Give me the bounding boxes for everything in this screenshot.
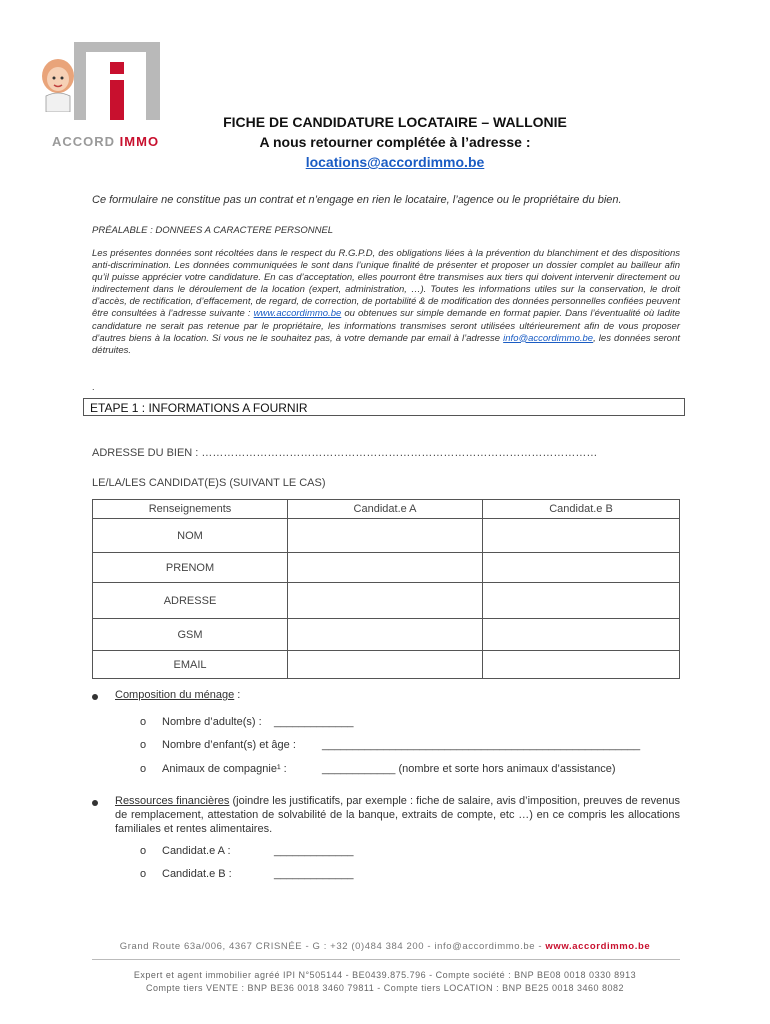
footer-legal-line: Expert et agent immobilier agréé IPI N°505144 - BE0439.875.796 - Compte société : BNP BE08 0018 0330 8913 xyxy=(133,970,637,980)
cell-candidat-b[interactable] xyxy=(483,553,680,583)
email-link[interactable]: locations@accordimmo.be xyxy=(305,154,485,170)
footer-legal-line: Compte tiers VENTE : BNP BE36 0018 3460 79811 - Compte tiers LOCATION : BNP BE25 0018 3460 8082 xyxy=(145,983,625,993)
privacy-paragraph: Les présentes données sont récoltées dans le respect du R.G.P.D, des obligations liées à la prévention du blanchiment et des dispositions anti-discrimination. Les données communiquées le sont dans l’unique finalité de présenter et proposer un dossier complet au bailleur afin qu’il puisse apprécier votre candidature. En cas d’acceptation, elles pourront être transmises aux tiers qui doivent intervenir directement ou indirectement dans le déroulement de la location (expert, administration, …). Toutes les informations utiles sur la conservation, le droit d’accès, de rectification, d’effacement, de regard, de correction, de portabilité & de modification des données personnelles confiées peuvent être consultées à l’adresse suivante : www.accordimmo.be ou obtenues sur simple demande en format papier. Dans l’éventualité où ladite candidature ne serait pas retenue par le propriétaire, les informations transmises seront utilisées ultérieurement afin de vous proposer d’autres biens à la location. Si vous ne le souhaitez pas, à votre demande par email à l’adresse info@accordimmo.be, les données seront détruites. xyxy=(92,248,681,356)
logo-i-stem xyxy=(110,80,124,120)
animaux-field[interactable]: ____________ (nombre et sorte hors animaux d’assistance) xyxy=(322,763,616,775)
trailing-dot: . xyxy=(92,382,95,392)
brand-name: ACCORD IMMO xyxy=(52,134,160,149)
header xyxy=(170,112,620,172)
sub-bullet-icon: o xyxy=(140,763,147,775)
bullet-icon xyxy=(92,800,98,806)
adresse-du-bien-field[interactable]: ADRESSE DU BIEN : ……………………………………………………………………………………………… xyxy=(92,447,598,459)
menage-heading: Composition du ménage : xyxy=(115,689,241,701)
ressources-heading: Ressources financières (joindre les justificatifs, par exemple : fiche de salaire, avis d’imposition, preuves de revenus de remplacement, attestation de solvabilité de la banque, extraits de compte, etc …) en ce compris les allocations familiales et rentes alimentaires. xyxy=(115,795,680,835)
table-header-row xyxy=(93,500,680,519)
info-email-link[interactable]: info@accordimmo.be xyxy=(503,332,594,344)
logo-frame-right xyxy=(146,42,160,120)
page-title: FICHE DE CANDIDATURE LOCATAIRE – WALLONIE xyxy=(223,114,567,130)
brand-accent: IMMO xyxy=(119,134,160,149)
enfants-field[interactable]: ____________________________________________________ xyxy=(322,739,641,751)
table-header: Candidat.e A xyxy=(288,500,483,519)
cell-candidat-b[interactable] xyxy=(483,619,680,651)
sub-bullet-icon: o xyxy=(140,845,147,857)
candidat-b-field[interactable]: _____________ xyxy=(274,868,354,880)
table-row xyxy=(93,619,680,651)
enfants-label: Nombre d’enfant(s) et âge : xyxy=(162,739,296,751)
website-link[interactable]: www.accordimmo.be xyxy=(253,308,342,320)
footer-address: Grand Route 63a/006, 4367 CRISNÉE - G : +32 (0)484 384 200 - info@accordimmo.be - www.accordimmo.be xyxy=(119,941,651,952)
table-header: Renseignements xyxy=(93,500,288,519)
prealable-heading: PRÉALABLE : DONNEES A CARACTERE PERSONNEL xyxy=(92,225,334,236)
footer-divider xyxy=(92,959,680,960)
bullet-icon xyxy=(92,694,98,700)
avatar-icon xyxy=(38,56,78,112)
adultes-label: Nombre d’adulte(s) : xyxy=(162,716,262,728)
adultes-field[interactable]: _____________ xyxy=(274,716,354,728)
candidat-a-label: Candidat.e A : xyxy=(162,845,231,857)
cell-candidat-a[interactable] xyxy=(288,583,483,619)
table-row xyxy=(93,651,680,679)
footer-website-link[interactable]: www.accordimmo.be xyxy=(545,941,651,952)
row-label: PRENOM xyxy=(93,553,288,583)
row-label: EMAIL xyxy=(93,651,288,679)
row-label: ADRESSE xyxy=(93,583,288,619)
footer-legal xyxy=(0,969,770,995)
sub-bullet-icon: o xyxy=(140,739,147,751)
row-label: NOM xyxy=(93,519,288,553)
sub-bullet-icon: o xyxy=(140,716,147,728)
sub-bullet-icon: o xyxy=(140,868,147,880)
candidates-table xyxy=(92,499,680,679)
logo xyxy=(74,42,160,132)
animaux-label: Animaux de compagnie¹ : xyxy=(162,763,287,775)
table-row xyxy=(93,553,680,583)
cell-candidat-b[interactable] xyxy=(483,519,680,553)
page-subtitle: A nous retourner complétée à l’adresse : xyxy=(259,134,531,150)
table-header: Candidat.e B xyxy=(483,500,680,519)
table-row xyxy=(93,519,680,553)
logo-i-dot xyxy=(110,62,124,74)
cell-candidat-a[interactable] xyxy=(288,619,483,651)
cell-candidat-a[interactable] xyxy=(288,519,483,553)
table-row xyxy=(93,583,680,619)
cell-candidat-b[interactable] xyxy=(483,583,680,619)
row-label: GSM xyxy=(93,619,288,651)
candidat-b-label: Candidat.e B : xyxy=(162,868,232,880)
candidat-a-field[interactable]: _____________ xyxy=(274,845,354,857)
cell-candidat-a[interactable] xyxy=(288,651,483,679)
candidats-label: LE/LA/LES CANDIDAT(E)S (SUIVANT LE CAS) xyxy=(92,477,326,489)
etape-heading: ETAPE 1 : INFORMATIONS A FOURNIR xyxy=(83,398,685,416)
intro-text: Ce formulaire ne constitue pas un contrat et n’engage en rien le locataire, l’agence ou le propriétaire du bien. xyxy=(92,194,622,206)
cell-candidat-b[interactable] xyxy=(483,651,680,679)
cell-candidat-a[interactable] xyxy=(288,553,483,583)
